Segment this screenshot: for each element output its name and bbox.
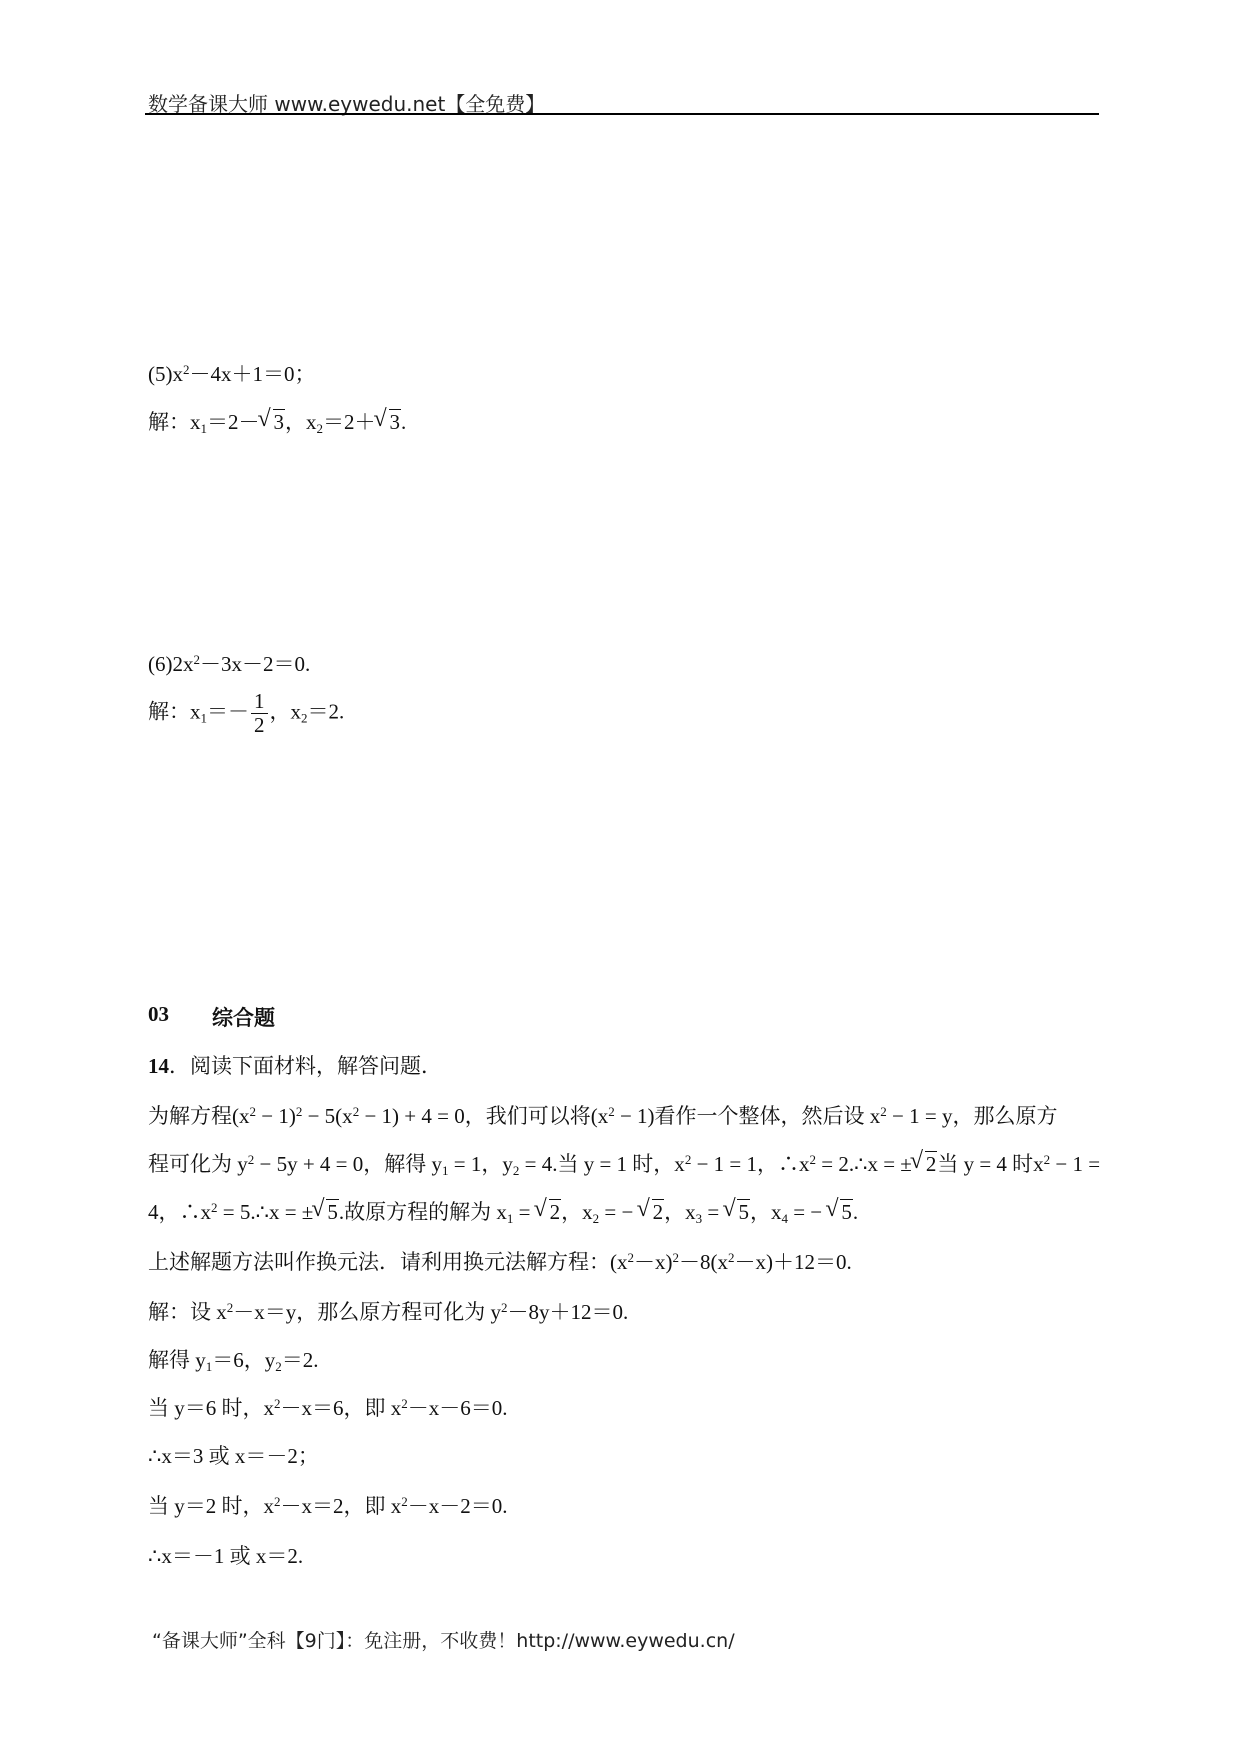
sqrt-symbol: √ 5 xyxy=(725,1200,750,1225)
problem-5-question: $(5)x^2-4x+1=0$； xyxy=(148,362,316,386)
solution-line-5: 当 y＝2 时，$x^2-x=2$，即 $x^2-x-2=0$. xyxy=(148,1494,508,1518)
section-number: 03 xyxy=(148,1002,169,1026)
material-line-3: 4，$\therefore x^2$ = 5.∴x = ±√ 5.故原方程的解为 $x_1$ = √ 2，$x_2$ = − √ 2，$x_3$ = √ 5，$x_4$ = − √ 5. xyxy=(148,1196,858,1226)
fraction: $\frac{1}{2}$ xyxy=(251,690,268,737)
material-line-1: 为解方程$(x^2 - 1)^2 - 5(x^2 - 1) + 4 = 0$，我们可以将$(x^2 - 1)$看作一个整体，然后设 $x^2 - 1 = y$，那么原方 xyxy=(148,1104,1058,1128)
sqrt-symbol: √ 3 xyxy=(377,410,402,435)
solution-line-1: 解：设 $x^2-x=y$，那么原方程可化为 $y^2-8y+12=0$. xyxy=(148,1300,629,1324)
solution-line-6: ∴x＝－1 或 x＝2. xyxy=(148,1544,304,1568)
solution-line-3: 当 y＝6 时，$x^2-x=6$，即 $x^2-x-6=0$. xyxy=(148,1396,508,1420)
problem-6-answer: 解：$x_1=-$ $\frac{1}{2}$ ，$x_2=2$. xyxy=(148,689,345,738)
sqrt-symbol: √ 5 xyxy=(828,1200,853,1225)
solution-line-2: 解得 $y_1=6$，$y_2=2$. xyxy=(148,1348,319,1374)
question-14-task: 上述解题方法叫作换元法．请利用换元法解方程：$(x^2-x)^2-8(x^2-x)+12=0$. xyxy=(148,1250,852,1274)
material-line-2: 程可化为 $y^2 - 5y + 4 = 0$，解得 $y_1 = 1$，$y_2 = 4$.当 y = 1 时，$x^2 - 1 = 1$，$\therefore x^2$ = 2.∴x = ±√ 2当 y = 4 时$x^2 - 1$ = xyxy=(148,1148,1100,1178)
problem-5-answer: 解：$x_1=2-√$ 3，$x_2=2+√$ 3. xyxy=(148,406,406,436)
sqrt-symbol: √ 2 xyxy=(913,1152,938,1177)
sqrt-symbol: √ 2 xyxy=(537,1200,562,1225)
page-header: 数学备课大师 www.eywedu.net【全免费】 xyxy=(148,92,546,116)
solution-line-4: ∴x＝3 或 x＝－2； xyxy=(148,1444,319,1468)
header-divider xyxy=(145,113,1099,115)
sqrt-symbol: √ 2 xyxy=(640,1200,665,1225)
section-title: 综合题 xyxy=(212,1006,275,1030)
problem-6-question: $(6)2x^2-3x-2=0$. xyxy=(148,652,311,676)
page-footer: “备课大师”全科【9门】：免注册，不收费！http://www.eywedu.cn/ xyxy=(152,1630,735,1652)
sqrt-symbol: √ 5 xyxy=(314,1200,339,1225)
sqrt-symbol: √ 3 xyxy=(261,410,286,435)
question-14-intro: 14．阅读下面材料，解答问题． xyxy=(148,1054,442,1078)
